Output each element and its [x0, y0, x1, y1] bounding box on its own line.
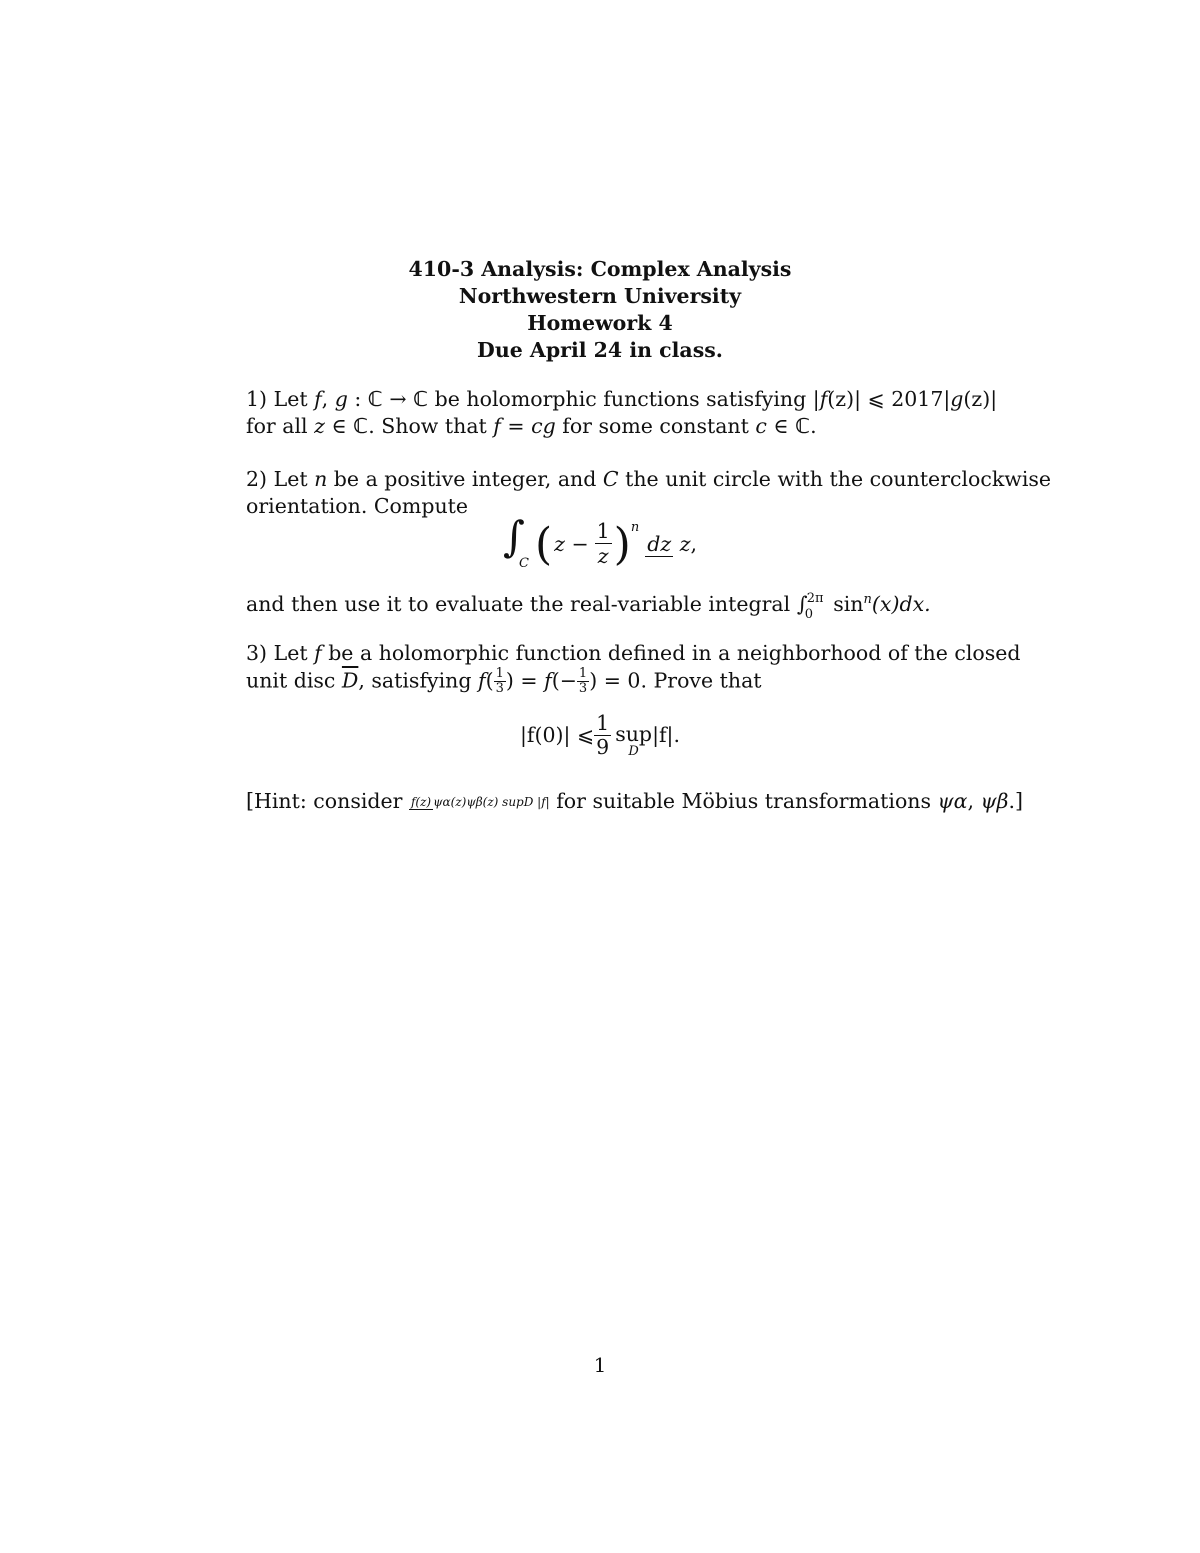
university-name: Northwestern University — [458, 284, 742, 308]
inequality-display: |f(0)| ⩽ $\frac{1}{9}$ sup D |f|. — [520, 711, 680, 759]
fraction-dz-over-z: dz z — [647, 532, 691, 556]
left-paren: ( — [534, 518, 553, 570]
due-date: Due April 24 in class. — [477, 338, 723, 362]
contour-integral-display: ∫ C ( z − $\frac{1}{z}$ ) n dz z , — [502, 512, 698, 571]
hint: [Hint: consider f(z) ψα(z)ψβ(z) supD |f| for suitable Möbius transformations ψα, ψβ.] — [246, 788, 954, 816]
page-number: 1 — [593, 1353, 607, 1377]
problem-2-line-1: 2) Let n be a positive integer, and C the unit circle with the counterclockwise — [246, 467, 1052, 491]
problem-2-line-3: and then use it to evaluate the real-variable integral ∫ 2π 0 $\sin^n(x)dx$. — [246, 590, 931, 622]
problem-1 — [246, 386, 998, 440]
problem-2 — [246, 466, 1052, 520]
problem-3-line-2: unit disc $\overline{D}$, satisfying f( $\frac{1}{3}$ ) = f(− $\frac{1}{3}$ ) = 0. Prove that — [246, 666, 762, 697]
integral-subscript: C — [518, 556, 529, 571]
problem-2-line-2: orientation. Compute — [246, 494, 469, 518]
fraction-one-over-z: $\frac{1}{z}$ — [596, 519, 610, 568]
problem-1-line-2: for all z ∈ ℂ. Show that f = cg for some constant c ∈ ℂ. — [246, 414, 817, 438]
problem-3-line-1: 3) Let f be a holomorphic function defined in a neighborhood of the closed — [246, 641, 1021, 665]
right-paren: ) — [613, 518, 631, 570]
course-title: 410-3 Analysis: Complex Analysis — [408, 257, 792, 281]
integral-sign: ∫ — [502, 512, 525, 561]
document-header — [0, 256, 1200, 364]
hint-fraction: f(z) ψα(z)ψβ(z) supD |f| — [410, 795, 550, 809]
problem-3 — [246, 640, 1021, 697]
problem-1-line-1: 1) Let f, g : ℂ → ℂ be holomorphic functions satisfying |f(z)| ⩽ 2017|g(z)| — [246, 387, 998, 411]
fraction-one-ninth: $\frac{1}{9}$ — [596, 711, 610, 759]
homework-title: Homework 4 — [527, 311, 673, 335]
